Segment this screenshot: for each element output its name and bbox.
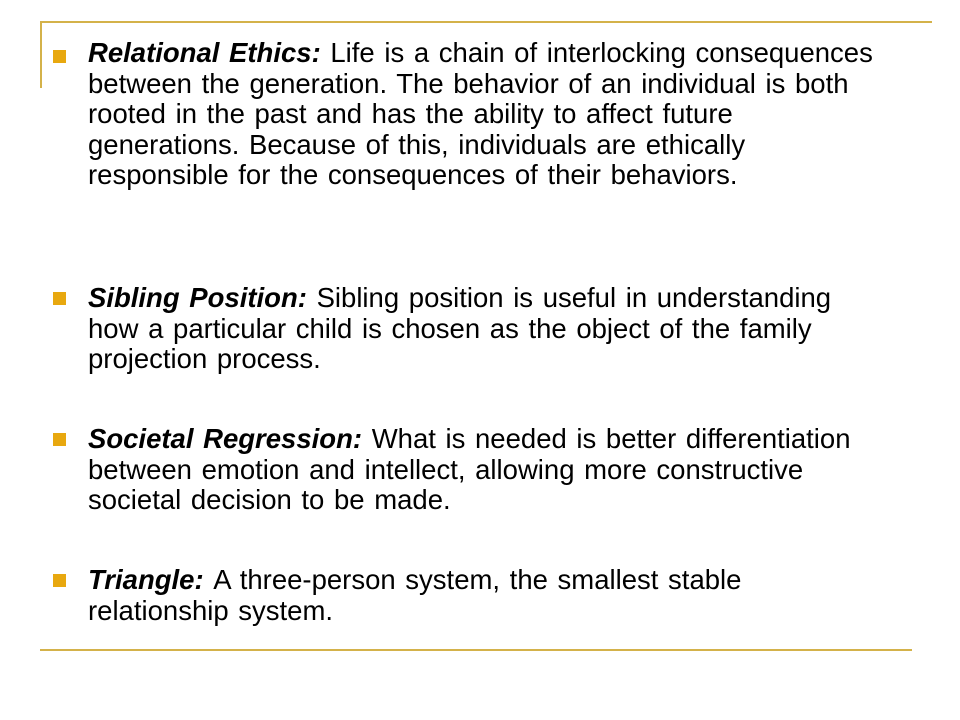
- square-bullet-icon: [53, 574, 66, 587]
- square-bullet-icon: [53, 433, 66, 446]
- square-bullet-icon: [53, 292, 66, 305]
- bullet-text: A three-person system, the smallest stable relationship system.: [88, 564, 742, 626]
- bullet-text: Life is a chain of interlocking consequences between the generation. The behavior of an individual is both rooted in the past and has the ability to affect future generations. Because of this, individuals are ethically responsible for the consequences of their behaviors.: [88, 37, 873, 191]
- top-left-vertical-rule: [40, 21, 42, 88]
- top-horizontal-rule: [40, 21, 932, 23]
- bullet-item-triangle: [88, 565, 888, 626]
- bottom-horizontal-rule: [40, 649, 912, 651]
- bullet-item-societal-regression: [88, 424, 888, 516]
- bullet-term: Sibling Position:: [88, 282, 317, 313]
- square-bullet-icon: [53, 50, 66, 63]
- bullet-item-sibling-position: [88, 283, 888, 375]
- bullet-term: Relational Ethics:: [88, 37, 331, 68]
- bullet-text: Sibling position is useful in understanding how a particular child is chosen as the object of the family projection process.: [88, 282, 832, 375]
- bullet-term: Triangle:: [88, 564, 214, 595]
- bullet-text: What is needed is better differentiation between emotion and intellect, allowing more constructive societal decision to be made.: [88, 423, 851, 516]
- bullet-term: Societal Regression:: [88, 423, 372, 454]
- bullet-item-relational-ethics: [88, 38, 888, 191]
